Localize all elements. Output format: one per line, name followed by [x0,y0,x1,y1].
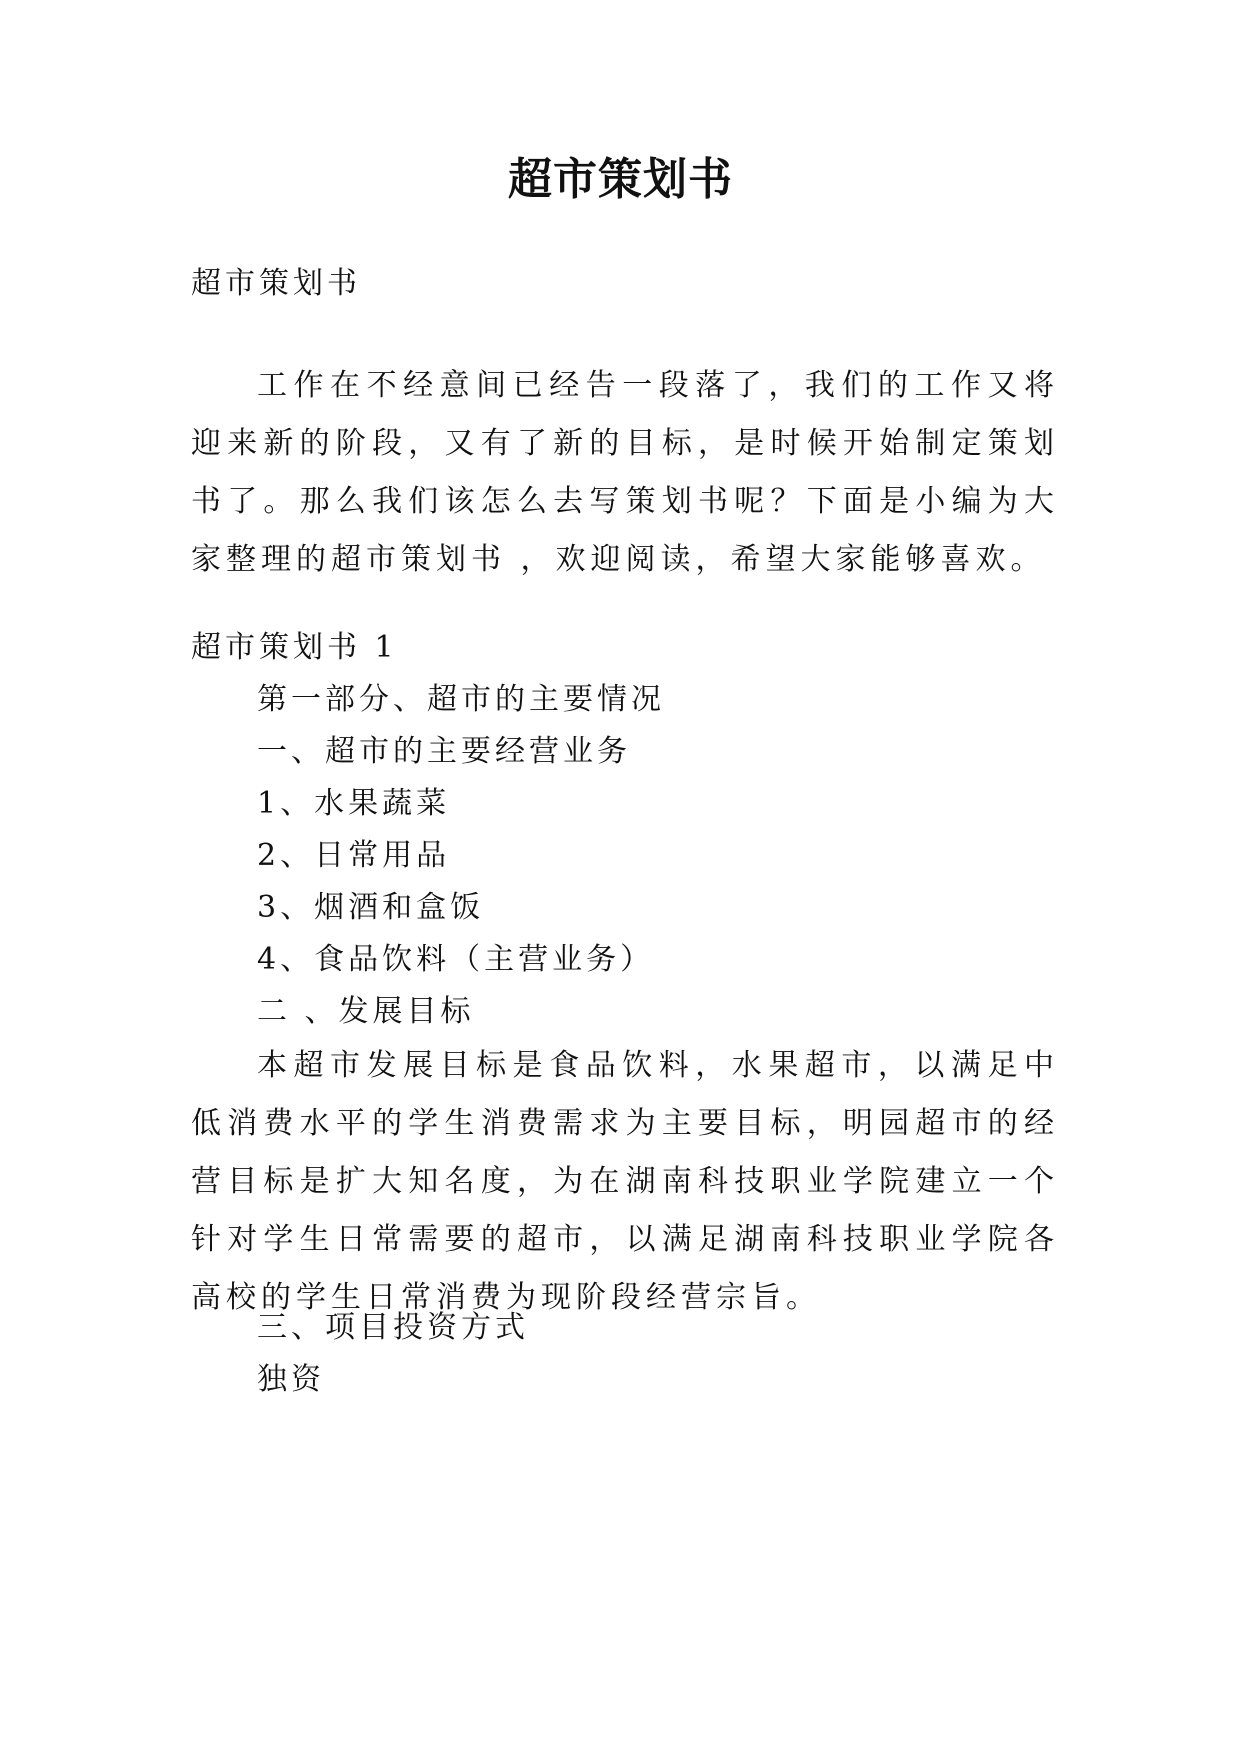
document-subtitle: 超市策划书 [191,266,361,301]
goal-paragraph: 本超市发展目标是食品饮料，水果超市，以满足中低消费水平的学生消费需求为主要目标，明园超市的经营目标是扩大知名度，为在湖南科技职业学院建立一个针对学生日常需要的超市，以满足湖南科技职业学院各高校的学生日常消费为现阶段经营宗旨。 [191,1048,1059,1315]
section-heading: 超市策划书 1 [191,630,398,665]
list-item: 2、日常用品 [257,838,451,873]
investment-type: 独资 [257,1362,325,1397]
intro-paragraph: 工作在不经意间已经告一段落了，我们的工作又将迎来新的阶段，又有了新的目标，是时候开始制定策划书了。那么我们该怎么去写策划书呢？下面是小编为大家整理的超市策划书 ，欢迎阅读，希望大家能够喜欢。 [191,368,1059,577]
subsection-heading-goals: 二 、发展目标 [257,994,475,1029]
subsection-heading-investment: 三、项目投资方式 [257,1310,529,1345]
list-item: 3、烟酒和盒饭 [257,890,485,925]
list-item: 1、水果蔬菜 [257,786,451,821]
part-heading: 第一部分、超市的主要情况 [257,682,665,717]
subsection-heading-business: 一、超市的主要经营业务 [257,734,631,769]
list-item: 4、食品饮料（主营业务） [257,942,655,977]
document-title: 超市策划书 [508,154,733,205]
